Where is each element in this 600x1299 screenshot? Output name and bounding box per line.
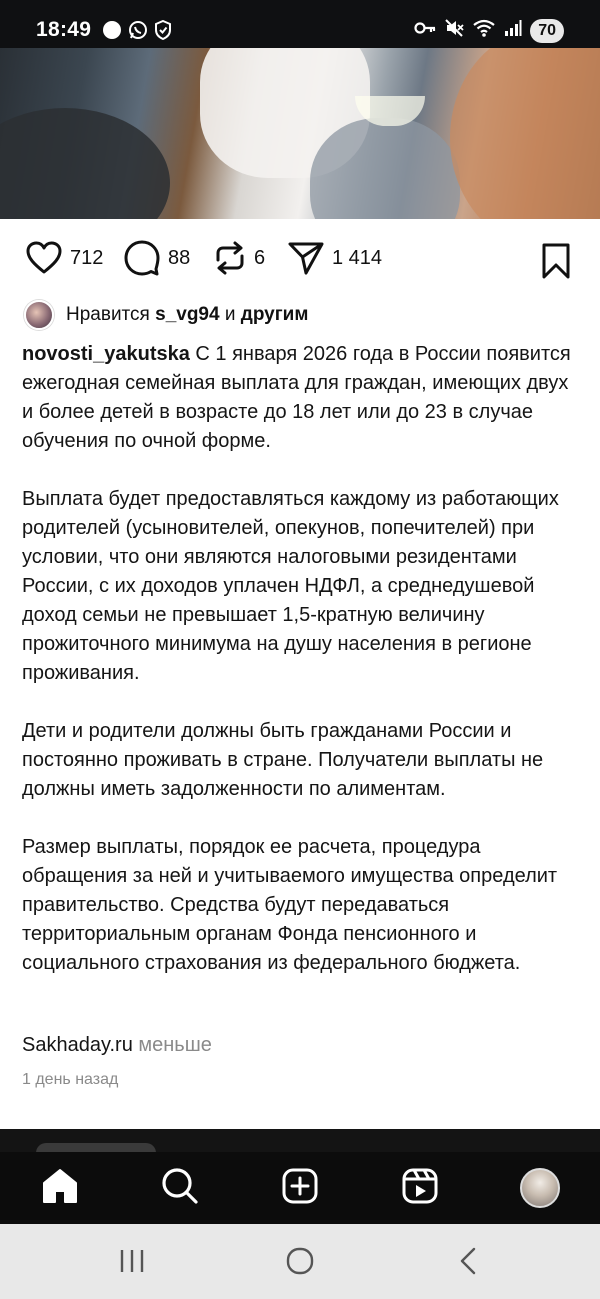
status-bar: [0, 0, 600, 48]
liked-by-user[interactable]: s_vg94: [155, 304, 220, 325]
status-time: 18:49: [36, 18, 92, 41]
comment-icon: [122, 238, 162, 278]
repost-icon: [212, 238, 248, 278]
caption-paragraph: Дети и родители должны быть гражданами России и постоянно проживать в стране. Получатели выплаты не должны иметь задолженности по алиментам.: [22, 720, 544, 800]
back-icon: [456, 1246, 480, 1281]
post-photo[interactable]: [0, 48, 600, 219]
heart-icon: [24, 238, 64, 278]
caption-source: Sakhaday.ru: [22, 1034, 133, 1056]
send-icon: [286, 238, 326, 278]
liked-by-prefix: Нравится: [66, 304, 150, 325]
post-actions: [0, 238, 600, 288]
home-icon: [40, 1166, 80, 1211]
post-timestamp: 1 день назад: [22, 1071, 119, 1088]
less-button[interactable]: меньше: [138, 1034, 212, 1056]
signal-icon: [504, 19, 522, 42]
liked-by-text: [66, 304, 308, 326]
shares-count: 1 414: [332, 246, 383, 269]
profile-avatar: [520, 1168, 560, 1208]
next-post-preview[interactable]: [0, 1129, 600, 1153]
system-home-button[interactable]: [280, 1248, 320, 1278]
liker-avatar[interactable]: [24, 300, 54, 330]
caption-paragraph: [22, 340, 582, 456]
comment-button[interactable]: [122, 238, 190, 278]
photo-shape: [310, 118, 460, 219]
share-button[interactable]: [286, 238, 382, 278]
liked-by-row[interactable]: [24, 300, 308, 330]
system-back-button[interactable]: [448, 1248, 488, 1278]
save-button[interactable]: [540, 242, 572, 285]
photo-shape: [450, 48, 600, 219]
dot-icon: [102, 20, 122, 45]
recent-apps-icon: [118, 1248, 146, 1279]
status-left-icons: [102, 20, 172, 45]
wifi-icon: [472, 18, 496, 43]
comments-count: 88: [168, 246, 191, 269]
photo-shape: [0, 108, 170, 219]
bottom-navigation: [0, 1152, 600, 1224]
post-caption: [22, 340, 582, 978]
repost-button[interactable]: [212, 238, 265, 278]
liked-by-conjunction: и: [224, 304, 236, 325]
bookmark-icon: [540, 267, 572, 284]
caption-source-row: [22, 1034, 212, 1057]
nav-profile[interactable]: [518, 1166, 562, 1210]
nav-reels[interactable]: [398, 1166, 442, 1210]
whatsapp-icon: [128, 20, 148, 45]
reposts-count: 6: [254, 246, 266, 269]
key-icon: [414, 20, 436, 41]
mute-icon: [444, 18, 464, 43]
caption-text: С 1 января 2026 года в России появится ежегодная семейная выплата для граждан, имеющих двух и более детей в возрасте до 18 лет или до 23 в случае обучения по очной форме.: [22, 343, 571, 452]
nav-home[interactable]: [38, 1166, 82, 1210]
nav-create[interactable]: [278, 1166, 322, 1210]
liked-by-others[interactable]: другим: [240, 304, 309, 325]
system-navigation: [0, 1224, 600, 1299]
status-right-icons: [414, 18, 564, 43]
recent-apps-button[interactable]: [112, 1248, 152, 1278]
shield-icon: [154, 20, 172, 45]
nav-search[interactable]: [158, 1166, 202, 1210]
caption-paragraph: Выплата будет предоставляться каждому из работающих родителей (усыновителей, опекунов, попечителей) при условии, что они являются налоговыми резидентами России, с их доходов уплачен НДФЛ, а среднедушевой доход семьи не превышает 1,5-кратную величину прожиточного минимума на душу населения в регионе проживания.: [22, 488, 559, 684]
home-circle-icon: [285, 1246, 315, 1281]
likes-count: 712: [70, 246, 104, 269]
search-icon: [160, 1166, 200, 1211]
reels-icon: [400, 1166, 440, 1211]
caption-username[interactable]: novosti_yakutska: [22, 343, 190, 365]
like-button[interactable]: [24, 238, 103, 278]
create-icon: [280, 1166, 320, 1211]
caption-paragraph: Размер выплаты, порядок ее расчета, процедура обращения за ней и учитываемого имущества определит правительство. Средства будут передаваться территориальным органам Фонда пенсионного и социального страхования из федерального бюджета.: [22, 836, 558, 974]
battery-indicator: 70: [530, 19, 564, 43]
